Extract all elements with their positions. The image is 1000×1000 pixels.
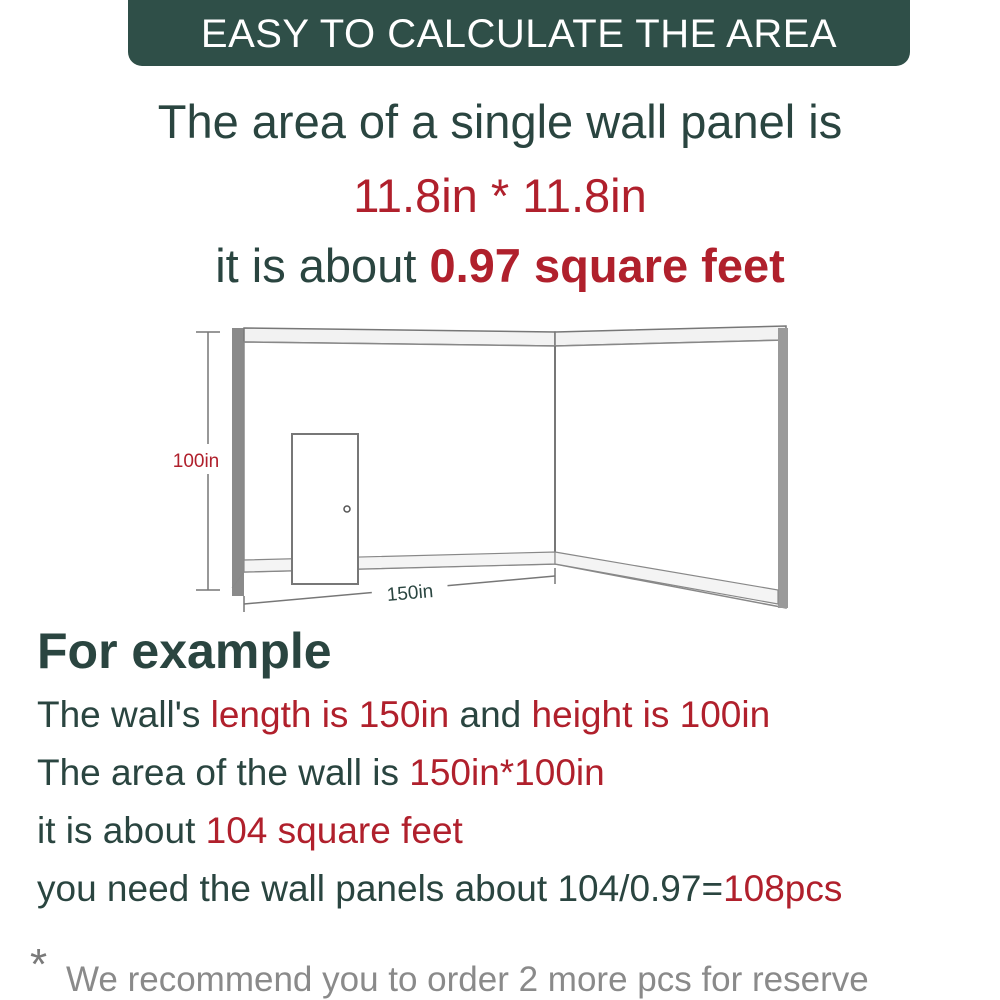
wall-area-value: 104 square feet <box>205 810 463 851</box>
intro-line-2: 11.8in * 11.8in <box>353 169 647 222</box>
wall-length-text: length is 150in <box>210 694 450 735</box>
left-wall-edge <box>232 328 244 596</box>
example-line-1-mid: and <box>449 694 532 735</box>
title-banner <box>128 0 910 66</box>
panel-count-value: 108pcs <box>723 868 843 909</box>
wall-area-formula: 150in*100in <box>409 752 605 793</box>
wall-diagram <box>172 318 800 618</box>
example-line-1-prefix: The wall's <box>37 694 211 735</box>
intro-line-3-prefix: it is about <box>215 239 430 292</box>
panel-area-value: 0.97 square feet <box>429 239 785 292</box>
height-label: 100in <box>172 451 220 472</box>
example-line-3 <box>37 810 463 852</box>
right-wall-edge <box>778 328 788 608</box>
reserve-note: We recommend you to order 2 more pcs for reserve <box>66 960 869 999</box>
example-line-4 <box>37 868 842 910</box>
example-line-1 <box>37 694 770 736</box>
back-wall <box>244 342 555 572</box>
wall-height-text: height is 100in <box>531 694 771 735</box>
example-heading: For example <box>37 623 332 679</box>
intro-line-1: The area of a single wall panel is <box>157 95 843 148</box>
asterisk-icon: * <box>30 940 48 989</box>
example-line-4-prefix: you need the wall panels about 104/0.97= <box>37 868 724 909</box>
example-line-2 <box>37 752 605 794</box>
example-line-2-prefix: The area of the wall is <box>37 752 410 793</box>
banner-title: EASY TO CALCULATE THE AREA <box>200 11 838 56</box>
intro-line-3 <box>0 238 1000 293</box>
length-label: 150in <box>385 581 435 606</box>
door-knob <box>344 506 350 512</box>
example-line-3-prefix: it is about <box>37 810 206 851</box>
